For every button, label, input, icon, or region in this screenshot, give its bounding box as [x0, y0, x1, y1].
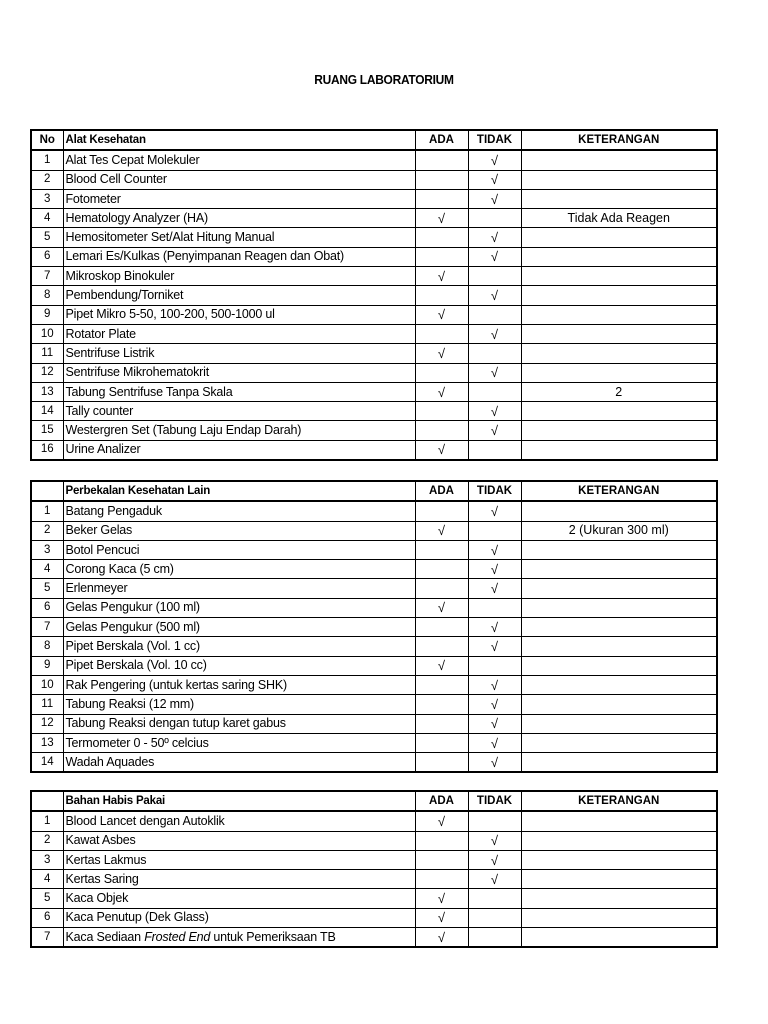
- item-name: Kaca Penutup (Dek Glass): [63, 908, 415, 927]
- keterangan-cell: [521, 324, 717, 343]
- row-number: 7: [31, 267, 63, 286]
- table-row: [31, 598, 717, 617]
- item-name: Tally counter: [63, 402, 415, 421]
- keterangan-cell: [521, 560, 717, 579]
- keterangan-cell: 2: [521, 382, 717, 401]
- item-name: Hematology Analyzer (HA): [63, 209, 415, 228]
- row-number: 8: [31, 637, 63, 656]
- item-name: [63, 928, 415, 948]
- tidak-check-mark: √: [468, 831, 521, 850]
- tidak-check-mark: √: [468, 579, 521, 598]
- header-section-name: Alat Kesehatan: [63, 130, 415, 150]
- table-row: [31, 656, 717, 675]
- ada-check-mark: [415, 170, 468, 189]
- table-header-row: [31, 130, 717, 150]
- tidak-check-mark: [468, 598, 521, 617]
- tidak-check-mark: [468, 889, 521, 908]
- tidak-check-mark: √: [468, 714, 521, 733]
- tidak-check-mark: [468, 908, 521, 927]
- ada-check-mark: [415, 831, 468, 850]
- ada-check-mark: [415, 501, 468, 521]
- ada-check-mark: √: [415, 209, 468, 228]
- row-number: 3: [31, 540, 63, 559]
- ada-check-mark: √: [415, 598, 468, 617]
- page-title: RUANG LABORATORIUM: [314, 72, 454, 87]
- table-row: [31, 267, 717, 286]
- item-name: Kertas Saring: [63, 870, 415, 889]
- table-row: [31, 753, 717, 773]
- row-number: 14: [31, 753, 63, 773]
- header-ada: ADA: [415, 481, 468, 501]
- item-name: Westergren Set (Tabung Laju Endap Darah): [63, 421, 415, 440]
- ada-check-mark: [415, 286, 468, 305]
- row-number: 4: [31, 560, 63, 579]
- tidak-check-mark: √: [468, 540, 521, 559]
- item-name: Blood Lancet dengan Autoklik: [63, 811, 415, 831]
- tidak-check-mark: √: [468, 870, 521, 889]
- ada-check-mark: [415, 560, 468, 579]
- table-row: [31, 247, 717, 266]
- row-number: 13: [31, 382, 63, 401]
- table-row: [31, 521, 717, 540]
- table-row: [31, 421, 717, 440]
- ada-check-mark: [415, 247, 468, 266]
- ada-check-mark: [415, 733, 468, 752]
- tidak-check-mark: √: [468, 675, 521, 694]
- tidak-check-mark: √: [468, 501, 521, 521]
- keterangan-cell: [521, 150, 717, 170]
- row-number: 1: [31, 501, 63, 521]
- item-name: Pipet Berskala (Vol. 10 cc): [63, 656, 415, 675]
- table-row: [31, 733, 717, 752]
- table-header-row: [31, 481, 717, 501]
- row-number: 5: [31, 228, 63, 247]
- tidak-check-mark: [468, 305, 521, 324]
- item-name-prefix: Kaca Sediaan: [65, 929, 145, 944]
- ada-check-mark: √: [415, 382, 468, 401]
- header-ada: ADA: [415, 791, 468, 811]
- ada-check-mark: [415, 637, 468, 656]
- keterangan-cell: [521, 189, 717, 208]
- item-name: Tabung Reaksi dengan tutup karet gabus: [63, 714, 415, 733]
- ada-check-mark: √: [415, 928, 468, 948]
- tidak-check-mark: √: [468, 247, 521, 266]
- tidak-check-mark: [468, 521, 521, 540]
- item-name: Corong Kaca (5 cm): [63, 560, 415, 579]
- ada-check-mark: √: [415, 267, 468, 286]
- table-row: [31, 344, 717, 363]
- row-number: 5: [31, 579, 63, 598]
- ada-check-mark: √: [415, 656, 468, 675]
- keterangan-cell: [521, 344, 717, 363]
- ada-check-mark: [415, 714, 468, 733]
- row-number: 9: [31, 656, 63, 675]
- ada-check-mark: [415, 579, 468, 598]
- table-row: [31, 811, 717, 831]
- row-number: 16: [31, 440, 63, 460]
- tidak-check-mark: √: [468, 560, 521, 579]
- table-row: [31, 695, 717, 714]
- row-number: 13: [31, 733, 63, 752]
- header-keterangan: KETERANGAN: [521, 130, 717, 150]
- keterangan-cell: [521, 402, 717, 421]
- item-name: Botol Pencuci: [63, 540, 415, 559]
- keterangan-cell: [521, 267, 717, 286]
- row-number: 2: [31, 831, 63, 850]
- table-row: [31, 363, 717, 382]
- item-name: Hemositometer Set/Alat Hitung Manual: [63, 228, 415, 247]
- ada-check-mark: [415, 850, 468, 869]
- header-keterangan: KETERANGAN: [521, 791, 717, 811]
- keterangan-cell: [521, 850, 717, 869]
- row-number: 1: [31, 811, 63, 831]
- keterangan-cell: [521, 579, 717, 598]
- keterangan-cell: [521, 363, 717, 382]
- row-number: 4: [31, 870, 63, 889]
- item-name: Pipet Mikro 5-50, 100-200, 500-1000 ul: [63, 305, 415, 324]
- tidak-check-mark: √: [468, 150, 521, 170]
- table-row: [31, 675, 717, 694]
- tidak-check-mark: √: [468, 637, 521, 656]
- ada-check-mark: [415, 870, 468, 889]
- keterangan-cell: [521, 421, 717, 440]
- item-name-suffix: untuk Pemeriksaan TB: [210, 929, 336, 944]
- ada-check-mark: [415, 324, 468, 343]
- ada-check-mark: √: [415, 440, 468, 460]
- item-name: Rotator Plate: [63, 324, 415, 343]
- row-number: 6: [31, 247, 63, 266]
- table-row: [31, 714, 717, 733]
- tidak-check-mark: [468, 656, 521, 675]
- keterangan-cell: [521, 908, 717, 927]
- row-number: 11: [31, 695, 63, 714]
- keterangan-cell: [521, 228, 717, 247]
- keterangan-cell: Tidak Ada Reagen: [521, 209, 717, 228]
- table-perbekalan-kesehatan-lain: [30, 480, 718, 773]
- keterangan-cell: [521, 889, 717, 908]
- tidak-check-mark: √: [468, 286, 521, 305]
- ada-check-mark: [415, 150, 468, 170]
- header-no: No: [31, 130, 63, 150]
- ada-check-mark: [415, 421, 468, 440]
- ada-check-mark: √: [415, 908, 468, 927]
- table-row: [31, 637, 717, 656]
- ada-check-mark: [415, 753, 468, 773]
- item-name: Alat Tes Cepat Molekuler: [63, 150, 415, 170]
- item-name: Tabung Sentrifuse Tanpa Skala: [63, 382, 415, 401]
- row-number: 6: [31, 908, 63, 927]
- table-row: [31, 928, 717, 948]
- table-row: [31, 870, 717, 889]
- row-number: 4: [31, 209, 63, 228]
- item-name: Gelas Pengukur (500 ml): [63, 618, 415, 637]
- item-name: Urine Analizer: [63, 440, 415, 460]
- row-number: 12: [31, 714, 63, 733]
- row-number: 8: [31, 286, 63, 305]
- table-header-row: [31, 791, 717, 811]
- keterangan-cell: [521, 870, 717, 889]
- item-name: Tabung Reaksi (12 mm): [63, 695, 415, 714]
- table-row: [31, 540, 717, 559]
- ada-check-mark: [415, 618, 468, 637]
- ada-check-mark: [415, 363, 468, 382]
- row-number: 2: [31, 170, 63, 189]
- keterangan-cell: [521, 440, 717, 460]
- keterangan-cell: [521, 501, 717, 521]
- tidak-check-mark: [468, 267, 521, 286]
- table-row: [31, 305, 717, 324]
- row-number: 11: [31, 344, 63, 363]
- item-name-italic: Frosted End: [144, 929, 211, 944]
- table-row: [31, 579, 717, 598]
- item-name: Termometer 0 - 50º celcius: [63, 733, 415, 752]
- keterangan-cell: [521, 811, 717, 831]
- table-row: [31, 560, 717, 579]
- table-row: [31, 908, 717, 927]
- header-keterangan: KETERANGAN: [521, 481, 717, 501]
- keterangan-cell: [521, 753, 717, 773]
- keterangan-cell: [521, 928, 717, 948]
- item-name: Kawat Asbes: [63, 831, 415, 850]
- keterangan-cell: [521, 286, 717, 305]
- header-section-name: Perbekalan Kesehatan Lain: [63, 481, 415, 501]
- item-name: Pembendung/Torniket: [63, 286, 415, 305]
- header-no: [31, 791, 63, 811]
- tidak-check-mark: √: [468, 733, 521, 752]
- tidak-check-mark: √: [468, 850, 521, 869]
- table-bahan-habis-pakai: [30, 790, 718, 948]
- item-name: Fotometer: [63, 189, 415, 208]
- item-name: Mikroskop Binokuler: [63, 267, 415, 286]
- keterangan-cell: [521, 247, 717, 266]
- item-name: Kertas Lakmus: [63, 850, 415, 869]
- ada-check-mark: √: [415, 305, 468, 324]
- table-row: [31, 440, 717, 460]
- header-section-name: Bahan Habis Pakai: [63, 791, 415, 811]
- tidak-check-mark: √: [468, 695, 521, 714]
- keterangan-cell: [521, 695, 717, 714]
- table-row: [31, 209, 717, 228]
- item-name: Wadah Aquades: [63, 753, 415, 773]
- tidak-check-mark: √: [468, 421, 521, 440]
- keterangan-cell: [521, 733, 717, 752]
- row-number: 12: [31, 363, 63, 382]
- ada-check-mark: [415, 402, 468, 421]
- table-row: [31, 286, 717, 305]
- tidak-check-mark: √: [468, 363, 521, 382]
- keterangan-cell: [521, 714, 717, 733]
- item-name: Erlenmeyer: [63, 579, 415, 598]
- keterangan-cell: 2 (Ukuran 300 ml): [521, 521, 717, 540]
- keterangan-cell: [521, 831, 717, 850]
- row-number: 2: [31, 521, 63, 540]
- keterangan-cell: [521, 170, 717, 189]
- ada-check-mark: [415, 540, 468, 559]
- table-row: [31, 150, 717, 170]
- header-tidak: TIDAK: [468, 130, 521, 150]
- table-row: [31, 501, 717, 521]
- ada-check-mark: [415, 228, 468, 247]
- table-row: [31, 228, 717, 247]
- ada-check-mark: [415, 675, 468, 694]
- keterangan-cell: [521, 540, 717, 559]
- row-number: 15: [31, 421, 63, 440]
- item-name: Sentrifuse Mikrohematokrit: [63, 363, 415, 382]
- keterangan-cell: [521, 618, 717, 637]
- tidak-check-mark: [468, 928, 521, 948]
- tidak-check-mark: √: [468, 618, 521, 637]
- item-name: Kaca Objek: [63, 889, 415, 908]
- table-row: [31, 831, 717, 850]
- row-number: 1: [31, 150, 63, 170]
- row-number: 7: [31, 928, 63, 948]
- tidak-check-mark: √: [468, 753, 521, 773]
- row-number: 6: [31, 598, 63, 617]
- tidak-check-mark: √: [468, 228, 521, 247]
- tidak-check-mark: [468, 811, 521, 831]
- ada-check-mark: [415, 695, 468, 714]
- row-number: 7: [31, 618, 63, 637]
- item-name: Lemari Es/Kulkas (Penyimpanan Reagen dan Obat): [63, 247, 415, 266]
- ada-check-mark: √: [415, 344, 468, 363]
- table-alat-kesehatan: [30, 129, 718, 461]
- keterangan-cell: [521, 675, 717, 694]
- keterangan-cell: [521, 598, 717, 617]
- table-row: [31, 170, 717, 189]
- tidak-check-mark: √: [468, 189, 521, 208]
- row-number: 10: [31, 324, 63, 343]
- row-number: 14: [31, 402, 63, 421]
- header-tidak: TIDAK: [468, 791, 521, 811]
- tidak-check-mark: √: [468, 324, 521, 343]
- table-row: [31, 324, 717, 343]
- item-name: Beker Gelas: [63, 521, 415, 540]
- row-number: 3: [31, 189, 63, 208]
- ada-check-mark: √: [415, 521, 468, 540]
- item-name: Gelas Pengukur (100 ml): [63, 598, 415, 617]
- keterangan-cell: [521, 305, 717, 324]
- table-row: [31, 889, 717, 908]
- item-name: Pipet Berskala (Vol. 1 cc): [63, 637, 415, 656]
- item-name: Blood Cell Counter: [63, 170, 415, 189]
- ada-check-mark: √: [415, 811, 468, 831]
- item-name: Batang Pengaduk: [63, 501, 415, 521]
- row-number: 10: [31, 675, 63, 694]
- tidak-check-mark: [468, 440, 521, 460]
- header-ada: ADA: [415, 130, 468, 150]
- row-number: 3: [31, 850, 63, 869]
- header-no: [31, 481, 63, 501]
- table-row: [31, 402, 717, 421]
- item-name: Sentrifuse Listrik: [63, 344, 415, 363]
- table-row: [31, 850, 717, 869]
- item-name: Rak Pengering (untuk kertas saring SHK): [63, 675, 415, 694]
- ada-check-mark: [415, 189, 468, 208]
- table-row: [31, 189, 717, 208]
- keterangan-cell: [521, 637, 717, 656]
- ada-check-mark: √: [415, 889, 468, 908]
- table-row: [31, 618, 717, 637]
- tidak-check-mark: [468, 344, 521, 363]
- header-tidak: TIDAK: [468, 481, 521, 501]
- row-number: 9: [31, 305, 63, 324]
- tidak-check-mark: √: [468, 402, 521, 421]
- table-row: [31, 382, 717, 401]
- tidak-check-mark: [468, 209, 521, 228]
- keterangan-cell: [521, 656, 717, 675]
- tidak-check-mark: [468, 382, 521, 401]
- tidak-check-mark: √: [468, 170, 521, 189]
- row-number: 5: [31, 889, 63, 908]
